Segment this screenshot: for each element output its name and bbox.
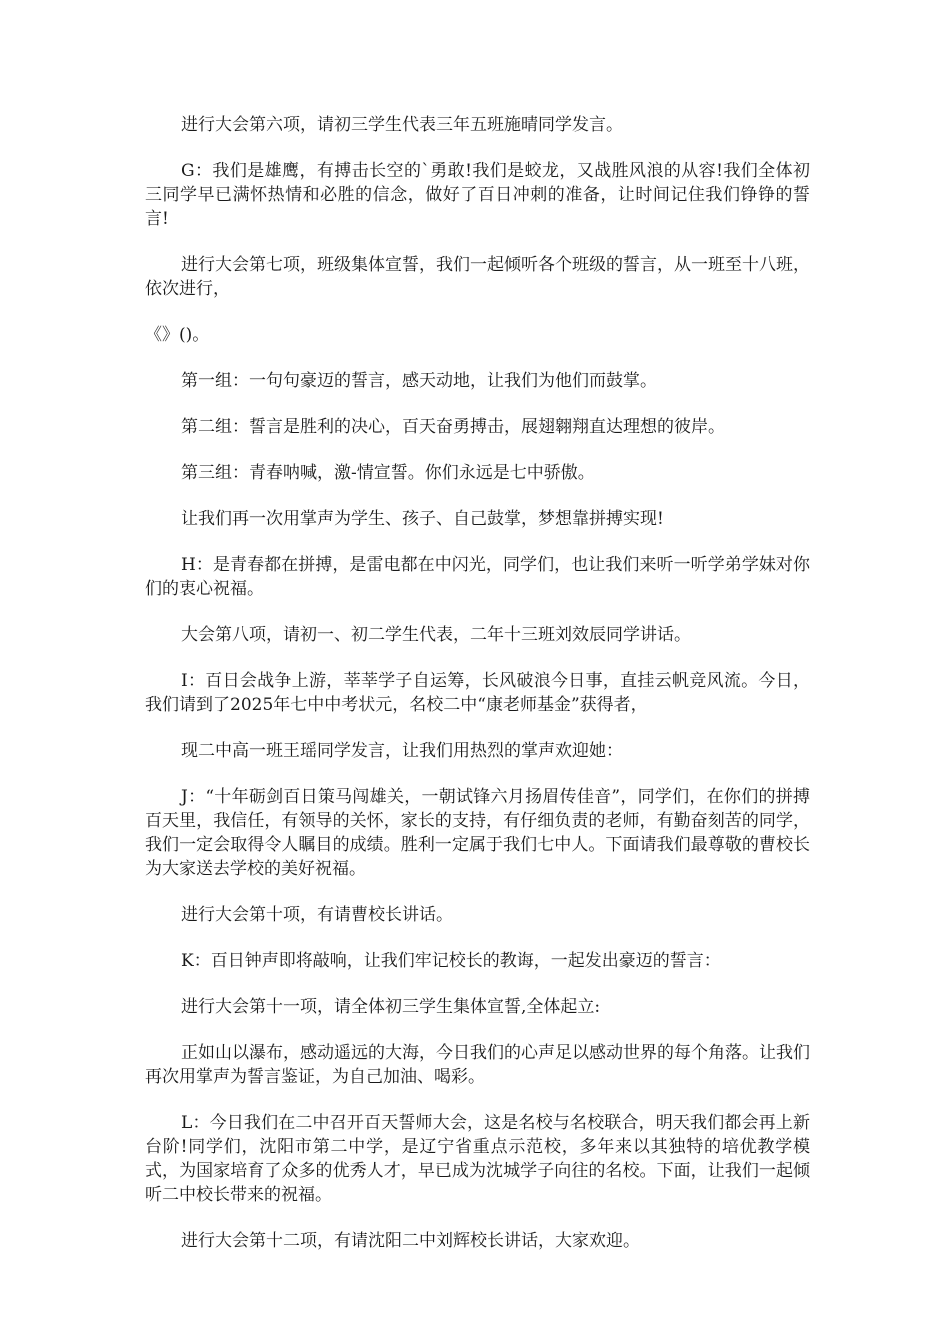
paragraph: G：我们是雄鹰，有搏击长空的`勇敢!我们是蛟龙，又战胜风浪的从容!我们全体初三同学早已满怀热情和必胜的信念，做好了百日冲刺的准备，让时间记住我们铮铮的誓言! [145, 161, 810, 229]
paragraph: 进行大会第七项，班级集体宣誓，我们一起倾听各个班级的誓言，从一班至十八班，依次进行， [145, 255, 810, 299]
paragraph: 进行大会第十项，有请曹校长讲话。 [181, 905, 453, 925]
document-page [145, 113, 810, 1275]
paragraph: J：“十年砺剑百日策马闯雄关，一朝试锋六月扬眉传佳音”，同学们，在你们的拼搏百天里，我信任，有领导的关怀，家长的支持，有仔细负责的老师，有勤奋刻苦的同学，我们一定会取得令人瞩目的成绩。胜利一定属于我们七中人。下面请我们最尊敬的曹校长为大家送去学校的美好祝福。 [145, 787, 810, 879]
paragraph: 进行大会第六项，请初三学生代表三年五班施晴同学发言。 [181, 115, 623, 135]
paragraph: 第一组：一句句豪迈的誓言，感天动地，让我们为他们而鼓掌。 [181, 371, 657, 391]
paragraph: K：百日钟声即将敲响，让我们牢记校长的教诲，一起发出豪迈的誓言： [181, 951, 721, 971]
paragraph: 进行大会第十二项，有请沈阳二中刘辉校长讲话，大家欢迎。 [181, 1231, 640, 1251]
paragraph: 进行大会第十一项，请全体初三学生集体宣誓,全体起立: [181, 997, 601, 1017]
paragraph: 正如山以瀑布，感动遥远的大海，今日我们的心声足以感动世界的每个角落。让我们再次用掌声为誓言鉴证，为自己加油、喝彩。 [145, 1043, 810, 1087]
paragraph: 大会第八项，请初一、初二学生代表，二年十三班刘效辰同学讲话。 [181, 625, 691, 645]
paragraph: 让我们再一次用掌声为学生、孩子、自己鼓掌，梦想靠拼搏实现! [181, 509, 664, 529]
paragraph: H：是青春都在拼搏，是雷电都在中闪光，同学们，也让我们来听一听学弟学妹对你们的衷心祝福。 [145, 555, 810, 599]
paragraph: 《》()。 [145, 325, 210, 345]
paragraph: 现二中高一班王瑶同学发言，让我们用热烈的掌声欢迎她： [181, 741, 623, 761]
paragraph: 第二组：誓言是胜利的决心，百天奋勇搏击，展翅翱翔直达理想的彼岸。 [181, 417, 725, 437]
paragraph: 第三组：青春呐喊，激-情宣誓。你们永远是七中骄傲。 [181, 463, 595, 483]
paragraph: I：百日会战争上游，莘莘学子自运筹，长风破浪今日事，直挂云帆竞风流。今日，我们请到了2025年七中中考状元，名校二中“康老师基金”获得者， [145, 671, 810, 715]
paragraph: L：今日我们在二中召开百天誓师大会，这是名校与名校联合，明天我们都会再上新台阶!同学们，沈阳市第二中学，是辽宁省重点示范校，多年来以其独特的培优教学模式，为国家培育了众多的优秀人才，早已成为沈城学子向往的名校。下面，让我们一起倾听二中校长带来的祝福。 [145, 1113, 810, 1205]
